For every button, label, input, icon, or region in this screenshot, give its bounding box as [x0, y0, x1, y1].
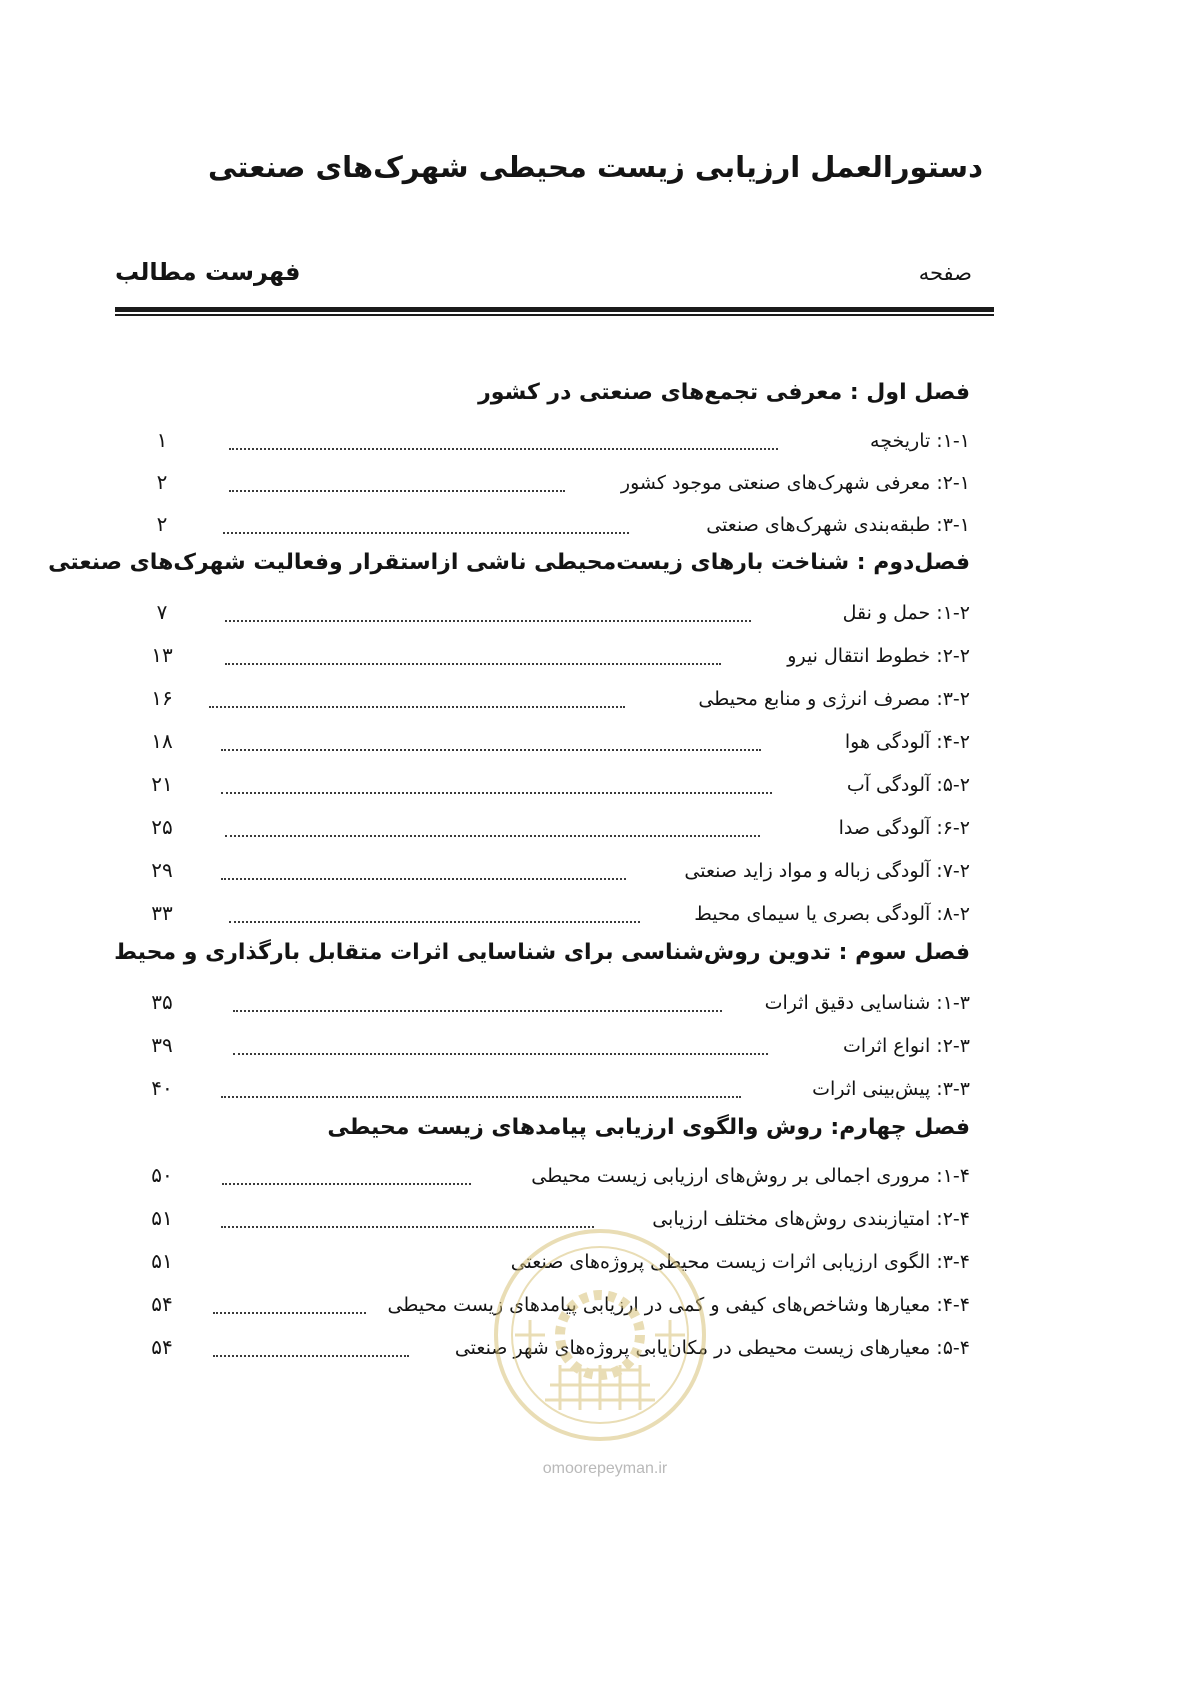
entry-label: ۵-۴: معیارهای زیست محیطی در مکان‌یابی پروژه‌های شهر صنعتی — [454, 1337, 970, 1359]
page-number: ۱ — [156, 428, 168, 452]
page-number: ۵۰ — [151, 1163, 173, 1187]
toc-entry — [0, 682, 1191, 722]
watermark-site-text: omoorepeyman.ir — [542, 1460, 668, 1477]
toc-chapter — [0, 550, 1191, 590]
page-number: ۵۴ — [151, 1292, 173, 1316]
toc-heading: فهرست مطالب — [115, 258, 301, 286]
page-number: ۵۴ — [151, 1335, 173, 1359]
entry-label: ۸-۲: آلودگی بصری یا سیمای محیط — [694, 903, 970, 925]
entry-label: ۴-۴: معیارها وشاخص‌های کیفی و کمی در ارزیابی پیامدهای زیست محیطی — [387, 1294, 970, 1316]
page-number: ۳۳ — [151, 901, 173, 925]
toc-chapter — [0, 1115, 1191, 1155]
header-rule-thick — [115, 307, 994, 312]
entry-label: ۳-۳: پیش‌بینی اثرات — [812, 1078, 970, 1100]
dot-leader — [225, 649, 721, 665]
dot-leader — [223, 518, 629, 534]
entry-label: ۱-۴: مروری اجمالی بر روش‌های ارزیابی زیست محیطی — [531, 1165, 970, 1187]
entry-label: ۶-۲: آلودگی صدا — [838, 817, 970, 839]
header-rule-thin — [115, 314, 994, 316]
toc-entry — [0, 768, 1191, 808]
dot-leader — [233, 1039, 768, 1055]
toc-entry — [0, 811, 1191, 851]
entry-label: ۳-۴: الگوی ارزیابی اثرات زیست محیطی پروژه‌های صنعتی — [510, 1251, 970, 1273]
page-number: ۱۳ — [151, 643, 173, 667]
page-number: ۵۱ — [151, 1249, 173, 1273]
entry-label: ۲-۳: انواع اثرات — [843, 1035, 970, 1057]
dot-leader — [229, 476, 565, 492]
dot-leader — [221, 1082, 741, 1098]
entry-label: ۴-۲: آلودگی هوا — [844, 731, 970, 753]
toc-entry — [0, 986, 1191, 1026]
dot-leader — [209, 692, 625, 708]
toc-entry — [0, 466, 1191, 506]
entry-label: ۱-۳: شناسایی دقیق اثرات — [764, 992, 970, 1014]
toc-entry — [0, 1288, 1191, 1328]
dot-leader — [221, 1212, 594, 1228]
toc-entry — [0, 1331, 1191, 1371]
toc-entry — [0, 508, 1191, 548]
page-number: ۳۹ — [151, 1033, 173, 1057]
page-column-heading: صفحه — [918, 261, 972, 285]
toc-header — [115, 258, 972, 286]
page-number: ۲ — [156, 470, 168, 494]
chapter-title: فصل سوم : تدوین روش‌شناسی برای شناسایی اثرات متقابل بارگذاری و محیط — [114, 940, 970, 965]
toc-entry — [0, 1202, 1191, 1242]
entry-label: ۵-۲: آلودگی آب — [846, 774, 970, 796]
toc-entry — [0, 1159, 1191, 1199]
toc-entry — [0, 854, 1191, 894]
page-number: ۲۹ — [151, 858, 173, 882]
dot-leader — [213, 1341, 409, 1357]
dot-leader — [213, 1298, 366, 1314]
dot-leader — [233, 996, 722, 1012]
dot-leader — [225, 606, 751, 622]
toc-entry — [0, 639, 1191, 679]
toc-entry — [0, 1072, 1191, 1112]
entry-label: ۲-۱: معرفی شهرک‌های صنعتی موجود کشور — [620, 472, 970, 494]
toc-entry — [0, 897, 1191, 937]
dot-leader — [225, 821, 760, 837]
toc-entry — [0, 725, 1191, 765]
entry-label: ۲-۴: امتیازبندی روش‌های مختلف ارزیابی — [652, 1208, 970, 1230]
document-title: دستورالعمل ارزیابی زیست محیطی شهرک‌های صنعتی — [208, 150, 983, 184]
dot-leader — [221, 778, 772, 794]
page-number: ۱۸ — [151, 729, 173, 753]
entry-label: ۳-۲: مصرف انرژی و منابع محیطی — [698, 688, 970, 710]
dot-leader — [222, 1169, 471, 1185]
page-number: ۱۶ — [151, 686, 173, 710]
toc-entry — [0, 596, 1191, 636]
page-number: ۴۰ — [151, 1076, 173, 1100]
dot-leader — [221, 735, 761, 751]
dot-leader — [229, 907, 640, 923]
toc-entry — [0, 1245, 1191, 1285]
dot-leader — [221, 864, 626, 880]
entry-label: ۱-۲: حمل و نقل — [842, 602, 970, 624]
entry-label: ۷-۲: آلودگی زباله و مواد زاید صنعتی — [684, 860, 970, 882]
toc-entry — [0, 1029, 1191, 1069]
chapter-title: فصل چهارم: روش والگوی ارزیابی پیامدهای زیست محیطی — [327, 1115, 970, 1140]
page-number: ۲۱ — [151, 772, 173, 796]
chapter-title: فصل‌دوم : شناخت بارهای زیست‌محیطی ناشی ازاستقرار وفعالیت شهرک‌های صنعتی — [48, 550, 970, 575]
entry-label: ۳-۱: طبقه‌بندی شهرک‌های صنعتی — [706, 514, 970, 536]
page-number: ۷ — [156, 600, 168, 624]
chapter-title: فصل اول : معرفی تجمع‌های صنعتی در کشور — [478, 380, 970, 405]
page-number: ۲ — [156, 512, 168, 536]
entry-label: ۱-۱: تاریخچه — [870, 430, 970, 452]
page-number: ۵۱ — [151, 1206, 173, 1230]
toc-entry — [0, 424, 1191, 464]
toc-chapter — [0, 940, 1191, 980]
dot-leader — [229, 434, 778, 450]
page-number: ۳۵ — [151, 990, 173, 1014]
toc-chapter — [0, 380, 1191, 420]
page-number: ۲۵ — [151, 815, 173, 839]
entry-label: ۲-۲: خطوط انتقال نیرو — [787, 645, 970, 667]
